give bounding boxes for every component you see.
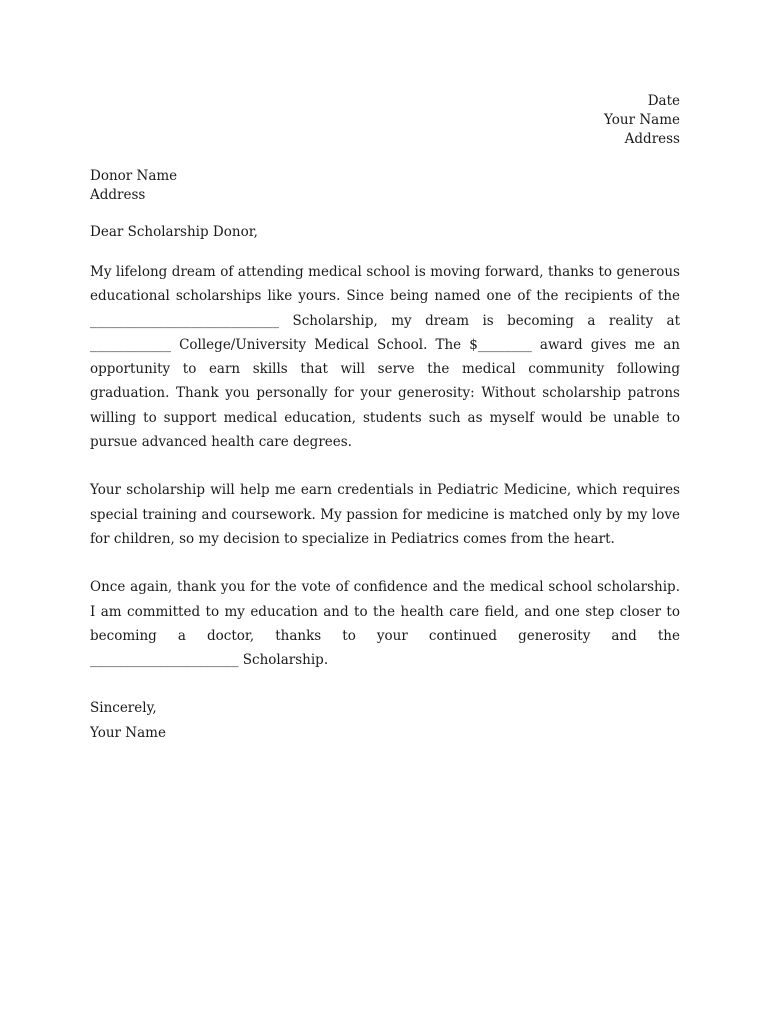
- recipient-name: Donor Name: [90, 168, 178, 184]
- date-line: Date: [647, 93, 680, 109]
- sender-block: [90, 92, 680, 149]
- salutation: Dear Scholarship Donor,: [90, 224, 258, 240]
- recipient-block: [90, 167, 680, 205]
- body-paragraph-1: My lifelong dream of attending medical school is moving forward, thanks to generous educational scholarships like yours. Since being named one of the recipients of the ____________________________ Scholarship, my dream is becoming a reality at ____________ College/University Medical School. The $________ award gives me an opportunity to earn skills that will serve the medical community following graduation. Thank you personally for your generosity: Without scholarship patrons willing to support medical education, students such as myself would be unable to pursue advanced health care degrees.: [90, 264, 680, 451]
- signature-name: Your Name: [90, 724, 166, 741]
- sender-name: Your Name: [604, 112, 680, 128]
- body-paragraph-2: Your scholarship will help me earn credentials in Pediatric Medicine, which requires special training and coursework. My passion for medicine is matched only by my love for children, so my decision to specialize in Pediatrics comes from the heart.: [90, 482, 680, 547]
- recipient-address: Address: [90, 187, 146, 203]
- closing-block: [90, 696, 680, 745]
- signoff: Sincerely,: [90, 700, 157, 717]
- sender-address: Address: [624, 131, 680, 147]
- body-paragraph-3: Once again, thank you for the vote of confidence and the medical school scholarship. I am committed to my education and to the health care field, and one step closer to becoming a doctor, thanks to your continued generosity and the ______________________ Scholarship.: [90, 579, 680, 669]
- letter-page: [90, 92, 680, 745]
